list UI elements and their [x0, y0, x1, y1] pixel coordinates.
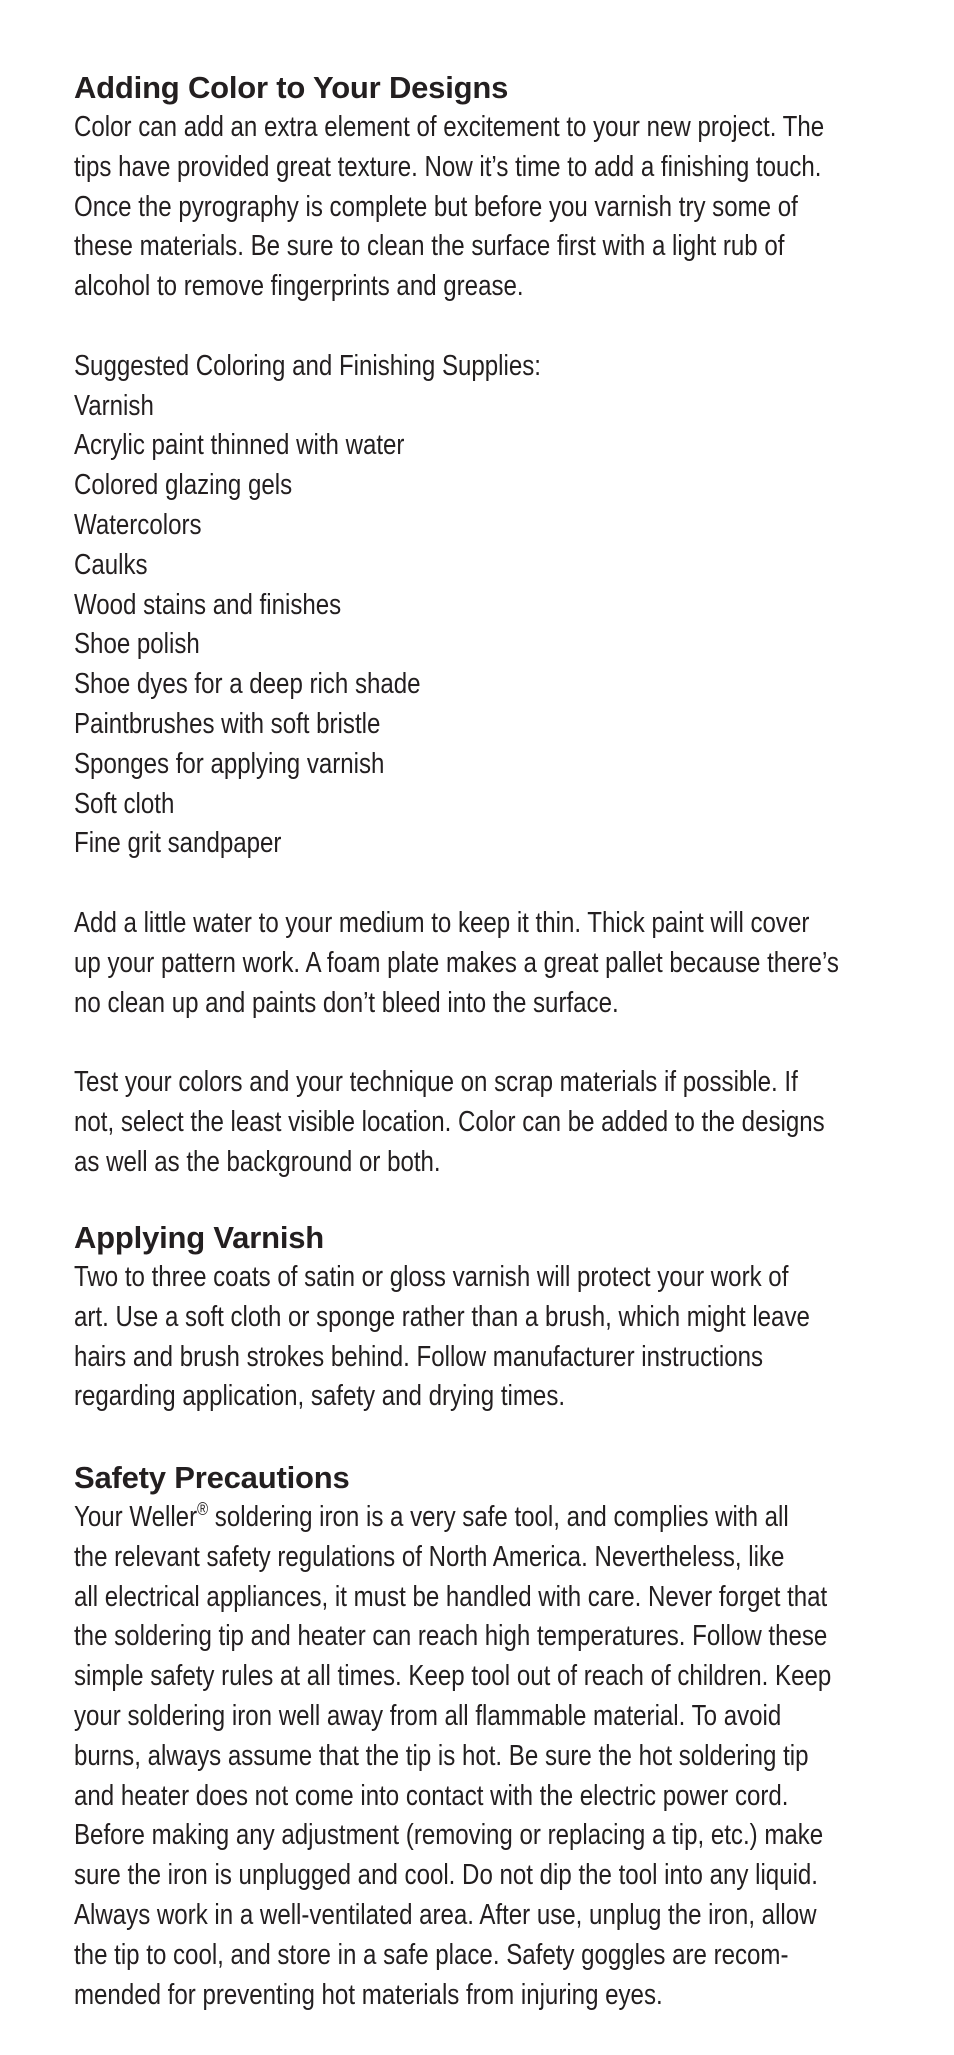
list-item: Shoe dyes for a deep rich shade — [74, 668, 421, 701]
intro-paragraph — [74, 108, 904, 1222]
text-line: the soldering tip and heater can reach high temperatures. Follow these — [74, 1620, 828, 1653]
text-line: up your pattern work. A foam plate makes a great pallet because there’s — [74, 946, 839, 979]
text-line: hairs and brush strokes behind. Follow manufacturer instructions — [74, 1340, 764, 1373]
text-line: these materials. Be sure to clean the surface first with a light rub of — [74, 230, 785, 263]
list-item: Colored glazing gels — [74, 469, 293, 502]
section-safety-precautions — [74, 1458, 954, 2015]
text-line: Test your colors and your technique on scrap materials if possible. If — [74, 1066, 798, 1099]
text-line: burns, always assume that the tip is hot. Be sure the hot soldering tip — [74, 1739, 809, 1772]
safety-paragraph — [74, 1498, 904, 2015]
list-item: Shoe polish — [74, 628, 200, 661]
text-line: regarding application, safety and drying times. — [74, 1380, 566, 1413]
registered-mark: ® — [197, 1499, 209, 1519]
list-item: Soft cloth — [74, 787, 175, 820]
text-line: mended for preventing hot materials from injuring eyes. — [74, 1978, 663, 2011]
text-line: and heater does not come into contact with the electric power cord. — [74, 1779, 789, 1812]
heading-applying-varnish: Applying Varnish — [74, 1220, 325, 1255]
heading-safety-precautions: Safety Precautions — [74, 1460, 350, 1495]
section-adding-color — [74, 68, 904, 1222]
text-line: tips have provided great texture. Now it’s time to add a finishing touch. — [74, 150, 822, 183]
text-line: Before making any adjustment (removing or replacing a tip, etc.) make — [74, 1819, 824, 1852]
supplies-list — [74, 387, 904, 865]
list-item: Fine grit sandpaper — [74, 827, 282, 860]
list-item: Wood stains and finishes — [74, 588, 342, 621]
text-line: the relevant safety regulations of North America. Nevertheless, like — [74, 1540, 785, 1573]
text-line: no clean up and paints don’t bleed into the surface. — [74, 986, 619, 1019]
text-line: your soldering iron well away from all flammable material. To avoid — [74, 1699, 782, 1732]
text-line: sure the iron is unplugged and cool. Do not dip the tool into any liquid. — [74, 1859, 819, 1892]
text-line: as well as the background or both. — [74, 1145, 441, 1178]
document-page — [74, 68, 904, 2011]
paragraph-gap — [74, 307, 904, 347]
text-line: Once the pyrography is complete but before you varnish try some of — [74, 190, 798, 223]
text-line — [74, 1498, 904, 1538]
paragraph-gap — [74, 1023, 904, 1063]
section-applying-varnish — [74, 1218, 954, 1417]
list-item: Caulks — [74, 548, 148, 581]
supplies-title: Suggested Coloring and Finishing Supplies: — [74, 349, 541, 382]
text-line: Add a little water to your medium to keep it thin. Thick paint will cover — [74, 906, 810, 939]
list-item: Sponges for applying varnish — [74, 747, 385, 780]
list-item: Acrylic paint thinned with water — [74, 429, 405, 462]
weller-brand-text: Your Weller — [74, 1501, 198, 1533]
paragraph-gap — [74, 1183, 904, 1223]
paragraph-gap — [74, 864, 904, 904]
text-line-rest: soldering iron is a very safe tool, and complies with all — [208, 1501, 789, 1533]
text-line: alcohol to remove fingerprints and grease. — [74, 270, 524, 303]
varnish-paragraph — [74, 1258, 904, 1417]
heading-adding-color: Adding Color to Your Designs — [74, 70, 509, 105]
text-line: Two to three coats of satin or gloss varnish will protect your work of — [74, 1261, 789, 1293]
text-line: simple safety rules at all times. Keep tool out of reach of children. Keep — [74, 1660, 832, 1693]
list-item: Varnish — [74, 389, 154, 422]
text-line: Always work in a well-ventilated area. After use, unplug the iron, allow — [74, 1898, 817, 1931]
text-line: art. Use a soft cloth or sponge rather than a brush, which might leave — [74, 1300, 810, 1333]
text-line: Color can add an extra element of excitement to your new project. The — [74, 111, 825, 143]
text-line: the tip to cool, and store in a safe place. Safety goggles are recom- — [74, 1938, 789, 1971]
list-item: Paintbrushes with soft bristle — [74, 707, 381, 740]
list-item: Watercolors — [74, 508, 202, 541]
text-line: not, select the least visible location. Color can be added to the designs — [74, 1105, 825, 1138]
text-line: all electrical appliances, it must be handled with care. Never forget that — [74, 1580, 828, 1613]
